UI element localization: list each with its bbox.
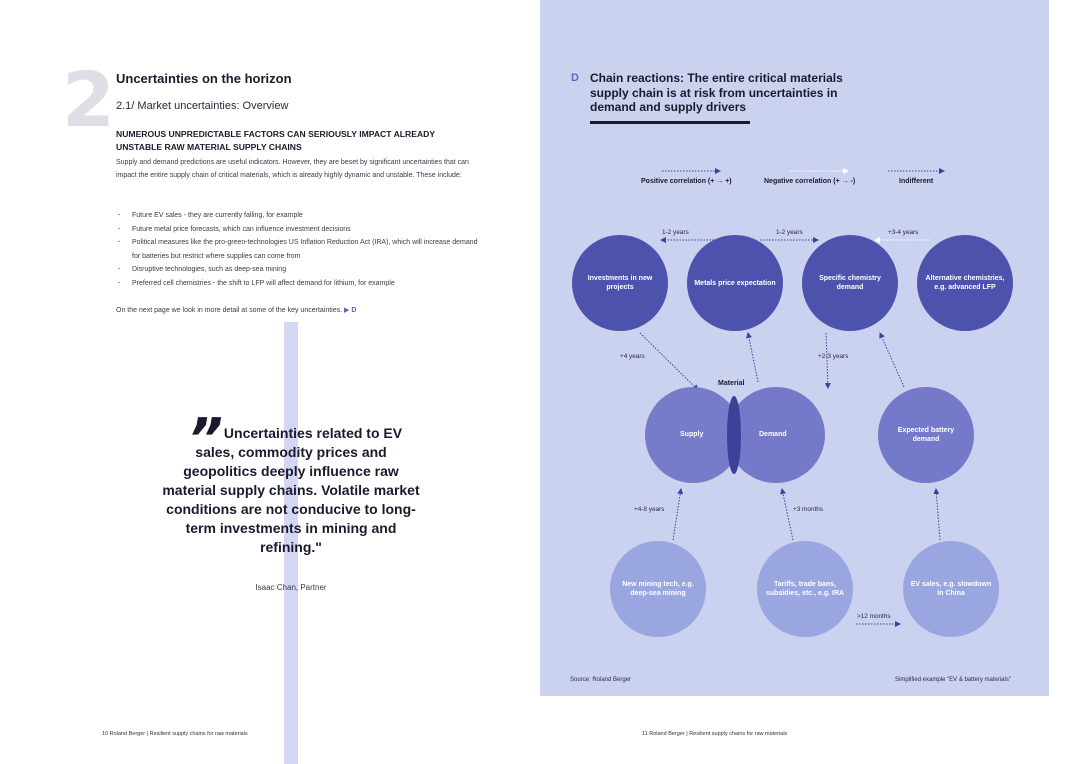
quote-first-line: Uncertainties related to bbox=[223, 425, 380, 441]
node-mining-tech: New mining tech, e.g. deep-sea mining bbox=[610, 541, 706, 637]
demand-label: Demand bbox=[759, 431, 787, 438]
node-tariffs: Tariffs, trade bans, subsidies, etc., e.g. IRA bbox=[757, 541, 853, 637]
list-item: · Future metal price forecasts, which can influence investment decisions bbox=[116, 223, 486, 237]
node-metals-price: Metals price expectation bbox=[687, 235, 783, 331]
legend-indifferent: Indifferent bbox=[899, 178, 934, 185]
supply-label: Supply bbox=[680, 431, 704, 438]
example-note: Simplified example "EV & battery materials" bbox=[895, 677, 1011, 683]
legend-negative: Negative correlation (+ → -) bbox=[764, 178, 856, 185]
time-label: +4 years bbox=[620, 353, 645, 360]
lead-heading: NUMEROUS UNPREDICTABLE FACTORS CAN SERIOUSLY IMPACT ALREADY UNSTABLE RAW MATERIAL SUPPLY CHAINS bbox=[116, 129, 435, 152]
node-chemistry-demand: Specific chemistry demand bbox=[802, 235, 898, 331]
section-number: 2 bbox=[62, 55, 115, 144]
node-alternative-chemistries: Alternative chemistries, e.g. advanced LFP bbox=[917, 235, 1013, 331]
arrow-tariffs-to-demand bbox=[782, 489, 793, 540]
material-label: Material bbox=[718, 380, 745, 387]
quote-mark-icon: ” bbox=[180, 407, 223, 472]
list-item: · Disruptive technologies, such as deep-sea mining bbox=[116, 263, 486, 277]
legend-positive: Positive correlation (+ → +) bbox=[641, 178, 732, 185]
arrow-investments-to-supply bbox=[640, 333, 698, 390]
list-item: · Political measures like the pro-green-technologies US Inflation Reduction Act (IRA), which will increase demand for batteries but restrict where supplies can come from bbox=[116, 236, 486, 263]
node-investments: Investments in new projects bbox=[572, 235, 668, 331]
next-page-link[interactable]: ▶ D bbox=[344, 307, 357, 314]
time-label: 1-2 years bbox=[776, 229, 803, 236]
time-label: +3-4 years bbox=[888, 229, 919, 236]
arrow-expected-to-chemistry bbox=[880, 333, 904, 387]
time-label: +4-8 years bbox=[634, 506, 665, 513]
figure-letter: D bbox=[571, 72, 579, 84]
quote-text: EV sales, commodity prices and geopolitics deeply influence raw material supply chains. Volatile market conditions are not conducive to long-term investments in mining and refining." bbox=[162, 425, 420, 555]
subsection-title: 2.1/ Market uncertainties: Overview bbox=[116, 100, 289, 112]
time-label: >12 months bbox=[857, 613, 891, 620]
next-page-text: On the next page we look in more detail at some of the key uncertainties. bbox=[116, 307, 343, 314]
node-expected-battery-demand: Expected battery demand bbox=[878, 387, 974, 483]
arrow-mining-to-supply bbox=[673, 489, 681, 540]
arrow-demand-to-metals bbox=[748, 333, 758, 382]
arrow-ev-to-expected bbox=[936, 489, 940, 540]
footer-right: 11 Roland Berger | Resilient supply chains for raw materials bbox=[642, 731, 788, 737]
source-note: Source: Roland Berger bbox=[570, 677, 632, 683]
section-title: Uncertainties on the horizon bbox=[116, 71, 292, 86]
footer-left: 10 Roland Berger | Resilient supply chains for raw materials bbox=[102, 731, 248, 737]
intro-paragraph: Supply and demand predictions are useful indicators. However, they are beset by significant uncertainties that can impact the entire supply chain of critical materials, which is already highly dynamic and unstable. These include: bbox=[116, 159, 469, 180]
list-item: · Future EV sales - they are currently falling, for example bbox=[116, 209, 486, 223]
list-item: · Preferred cell chemistries - the shift to LFP will affect demand for lithium, for example bbox=[116, 277, 486, 291]
node-ev-sales: EV sales, e.g. slowdown in China bbox=[903, 541, 999, 637]
figure-title: Chain reactions: The entire critical materials supply chain is at risk from uncertainties in demand and supply drivers bbox=[590, 71, 843, 114]
time-label: 1-2 years bbox=[662, 229, 689, 236]
time-label: +2-3 years bbox=[818, 353, 849, 360]
arrow-chemistry-to-demand bbox=[826, 333, 828, 388]
venn-overlap bbox=[727, 396, 741, 474]
time-label: +3 months bbox=[793, 506, 824, 513]
quote-author: Isaac Chan, Partner bbox=[255, 583, 327, 592]
